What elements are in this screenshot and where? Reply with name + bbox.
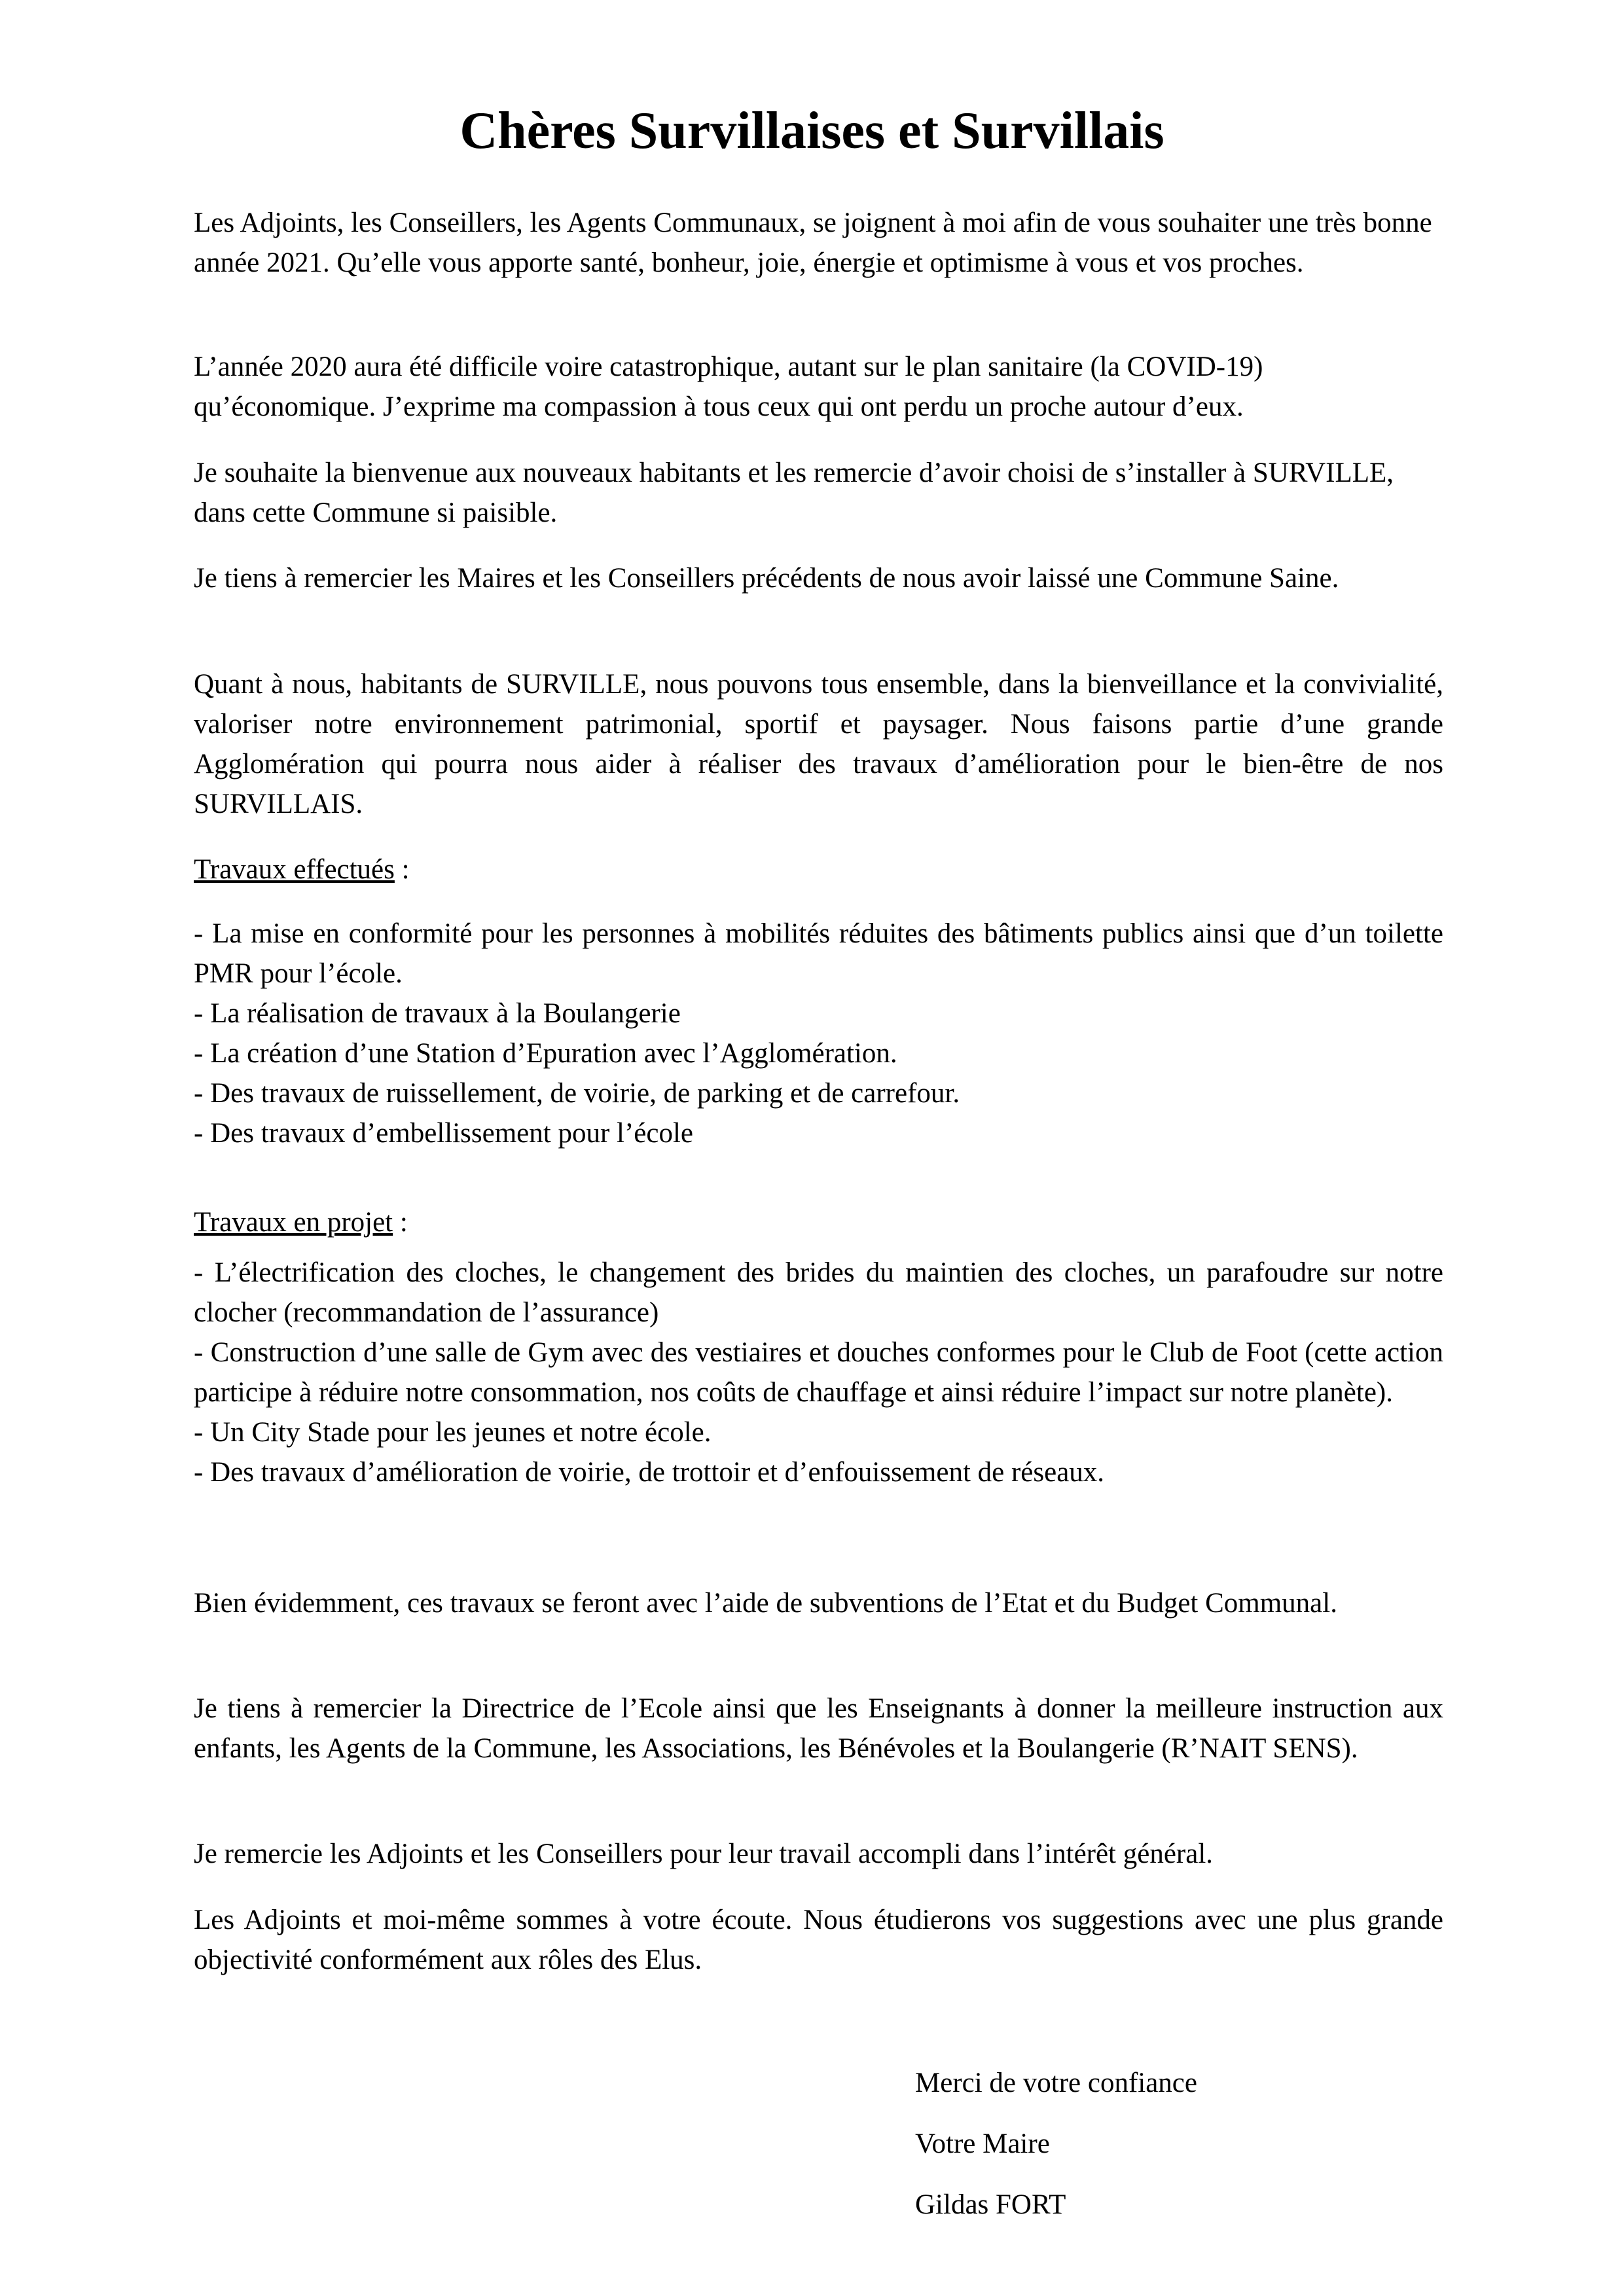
paragraph-subventions: Bien évidemment, ces travaux se feront avec l’aide de subventions de l’Etat et du Budget Communal.: [194, 1588, 1337, 1619]
list-item: - L’électrification des cloches, le changement des brides du maintien des cloches, un parafoudre sur notre clocher (recommandation de l’assurance): [194, 1257, 1443, 1328]
signature-name: Gildas FORT: [915, 2189, 1066, 2220]
list-item: - La réalisation de travaux à la Boulangerie: [194, 998, 681, 1029]
list-item: - Des travaux d’amélioration de voirie, de trottoir et d’enfouissement de réseaux.: [194, 1457, 1105, 1488]
paragraph-listening: Les Adjoints et moi-même sommes à votre écoute. Nous étudierons vos suggestions avec une plus grande objectivité conformément aux rôles des Elus.: [194, 1905, 1443, 1975]
list-item: - La mise en conformité pour les personnes à mobilités réduites des bâtiments publics ainsi que d’un toilette PMR pour l’école.: [194, 918, 1443, 989]
paragraph-community: Quant à nous, habitants de SURVILLE, nous pouvons tous ensemble, dans la bienveillance et la convivialité, valoriser notre environnement patrimonial, sportif et paysager. Nous faisons partie d’une grande Agglomération qui pourra nous aider à réaliser des travaux d’amélioration pour le bien-être de nos SURVILLAIS.: [194, 669, 1443, 819]
heading-travaux-effectues: [194, 850, 410, 889]
heading-travaux-effectues-label: Travaux effectués: [194, 854, 395, 885]
letter-title: Chères Survillaises et Survillais: [460, 102, 1164, 160]
paragraph-thanks-council: Je remercie les Adjoints et les Conseillers pour leur travail accompli dans l’intérêt général.: [194, 1839, 1214, 1869]
list-item: - Construction d’une salle de Gym avec des vestiaires et douches conformes pour le Club de Foot (cette action participe à réduire notre consommation, nos coûts de chauffage et ainsi réduire l’impact sur notre planète).: [194, 1337, 1443, 1408]
heading-travaux-effectues-suffix: :: [394, 854, 410, 885]
list-item: - Un City Stade pour les jeunes et notre école.: [194, 1417, 712, 1448]
paragraph-greetings: Les Adjoints, les Conseillers, les Agents Communaux, se joignent à moi afin de vous souhaiter une très bonne année 2021. Qu’elle vous apporte santé, bonheur, joie, énergie et optimisme à vous et vos proches.: [194, 207, 1432, 278]
list-item: - Des travaux de ruissellement, de voirie, de parking et de carrefour.: [194, 1078, 960, 1109]
paragraph-thanks-school: Je tiens à remercier la Directrice de l’Ecole ainsi que les Enseignants à donner la meilleure instruction aux enfants, les Agents de la Commune, les Associations, les Bénévoles et la Boulangerie (R’NAIT SENS).: [194, 1693, 1443, 1764]
list-item: - Des travaux d’embellissement pour l’école: [194, 1118, 693, 1149]
list-item: - La création d’une Station d’Epuration avec l’Agglomération.: [194, 1038, 897, 1069]
list-travaux-projet: [194, 1253, 1443, 1492]
heading-travaux-projet-suffix: :: [393, 1207, 408, 1238]
paragraph-welcome: Je souhaite la bienvenue aux nouveaux habitants et les remercie d’avoir choisi de s’installer à SURVILLE, dans cette Commune si paisible.: [194, 457, 1394, 528]
paragraph-year-2020: L’année 2020 aura été difficile voire catastrophique, autant sur le plan sanitaire (la COVID-19) qu’économique. J’exprime ma compassion à tous ceux qui ont perdu un proche autour d’eux.: [194, 351, 1263, 422]
list-travaux-effectues: [194, 914, 1443, 1153]
heading-travaux-projet-label: Travaux en projet: [194, 1207, 393, 1238]
paragraph-thanks-predecessors: Je tiens à remercier les Maires et les Conseillers précédents de nous avoir laissé une Commune Saine.: [194, 563, 1339, 594]
signature-role: Votre Maire: [915, 2128, 1050, 2159]
heading-travaux-projet: [194, 1202, 408, 1242]
signature-thanks: Merci de votre confiance: [915, 2068, 1197, 2098]
